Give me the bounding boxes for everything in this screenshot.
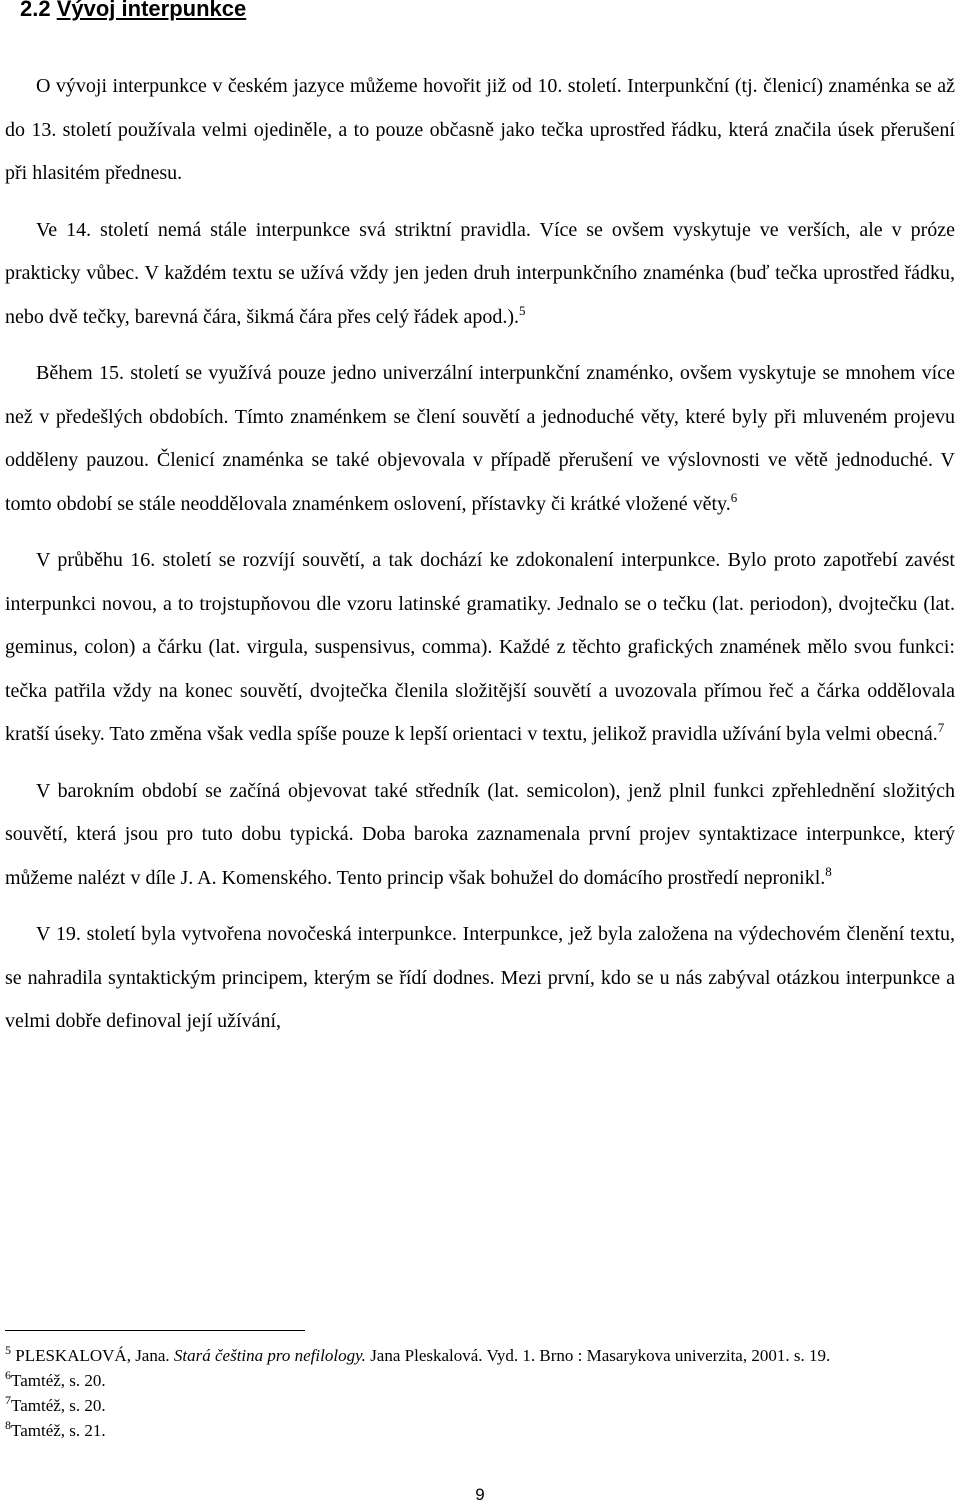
section-number: 2.2 (20, 0, 51, 21)
footnote (5, 1418, 955, 1443)
page-number: 9 (475, 1485, 485, 1504)
body-text (5, 65, 955, 1044)
footnote (5, 1393, 955, 1418)
footnote-separator (5, 1330, 305, 1331)
section-heading (20, 0, 246, 24)
footnote-number: 5 (5, 1343, 11, 1357)
footnote-text: Tamtéž, s. 20. (11, 1396, 106, 1415)
section-title: Vývoj interpunkce (56, 0, 247, 21)
paragraph (5, 770, 955, 901)
paragraph (5, 352, 955, 526)
paragraph (5, 65, 955, 196)
footnotes (5, 1343, 955, 1443)
footnote-ref[interactable]: 8 (825, 863, 832, 879)
footnote-ref[interactable]: 6 (730, 489, 738, 505)
footnote (5, 1343, 955, 1368)
footnote-book-title: Stará čeština pro nefilology. (173, 1346, 366, 1365)
paragraph (5, 539, 955, 757)
footnote-number: 8 (5, 1418, 11, 1432)
footnote (5, 1368, 955, 1393)
paragraph-text: V barokním období se začíná objevovat také středník (lat. semicolon), jenž plnil funkci zpřehlednění složitých souvětí, která jsou pro tuto dobu typická. Doba baroka zaznamenala první projev syntaktizace interpunkce, který můžeme nalézt v díle J. A. Komenského. Tento princip však bohužel do domácího prostředí nepronikl. (5, 779, 955, 889)
footnote-ref[interactable]: 7 (937, 720, 945, 735)
footnote-ref[interactable]: 5 (519, 302, 526, 318)
paragraph-text: O vývoji interpunkce v českém jazyce můžeme hovořit již od 10. století. Interpunkční (tj. členicí) znaménka se až do 13. století používala velmi ojediněle, a to pouze občasně jako tečka uprostřed řádku, která značila úsek přerušení při hlasitém přednesu. (5, 75, 955, 184)
paragraph-text: V 19. století byla vytvořena novočeská interpunkce. Interpunkce, jež byla založena na výdechovém členění textu, se nahradila syntaktickým principem, kterým se řídí dodnes. Mezi první, kdo se u nás zabýval otázkou interpunkce a velmi dobře definoval její užívání, (5, 923, 955, 1032)
footnote-number: 6 (5, 1368, 11, 1382)
footnote-number: 7 (5, 1393, 11, 1407)
paragraph-text: Během 15. století se využívá pouze jedno univerzální interpunkční znaménko, ovšem vyskytuje se mnohem více než v předešlých obdobích. Tímto znaménkem se člení souvětí a jednoduché věty, které byly při mluveném projevu odděleny pauzou. Členicí znaménka se také objevovala v případě přerušení ve výslovnosti ve větě jednoduché. V tomto období se stále neoddělovala znaménkem oslovení, přístavky či krátké vložené věty. (5, 362, 955, 515)
footnote-text: Tamtéž, s. 20. (11, 1371, 106, 1390)
paragraph (5, 209, 955, 340)
footnote-text: Tamtéž, s. 21. (11, 1421, 106, 1440)
footnote-citation: Jana Pleskalová. Vyd. 1. Brno : Masarykova univerzita, 2001. s. 19. (370, 1346, 831, 1365)
paragraph (5, 913, 955, 1044)
paragraph-text: Ve 14. století nemá stále interpunkce svá striktní pravidla. Více se ovšem vyskytuje ve verších, ale v próze prakticky vůbec. V každém textu se užívá vždy jen jeden druh interpunkčního znaménka (buď tečka uprostřed řádku, nebo dvě tečky, barevná čára, šikmá čára přes celý řádek apod.). (5, 218, 955, 328)
paragraph-text: V průběhu 16. století se rozvíjí souvětí, a tak dochází ke zdokonalení interpunkce. Bylo proto zapotřebí zavést interpunkci novou, a to trojstupňovou dle vzoru latinské gramatiky. Jednalo se o tečku (lat. periodon), dvojtečku (lat. geminus, colon) a čárku (lat. virgula, suspensivus, comma). Každé z těchto grafických znamének mělo svou funkci: tečka patřila vždy na konec souvětí, dvojtečka členila složitější souvětí a uvozovala přímou řeč a čárka oddělovala kratší úseky. Tato změna však vedla spíše pouze k lepší orientaci v textu, jelikož pravidla užívání byla velmi obecná. (5, 549, 955, 745)
footnote-author: PLESKALOVÁ, Jana. (15, 1346, 170, 1365)
